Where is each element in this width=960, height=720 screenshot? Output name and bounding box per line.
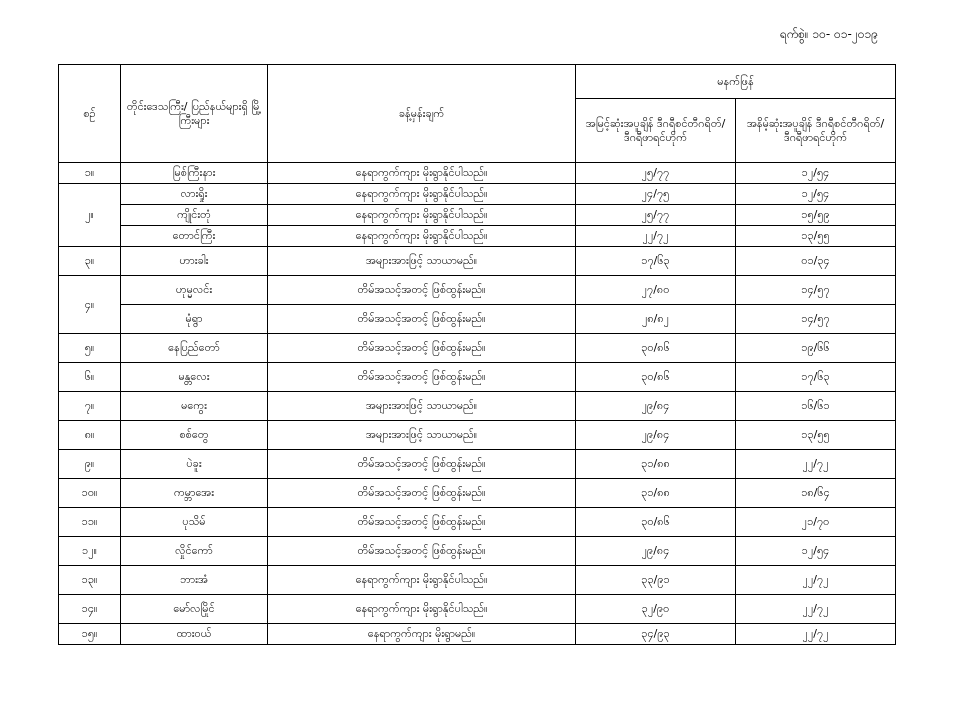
city-cell: မော်လမြိုင် [121,595,268,624]
serial-cell: ၄။ [59,276,121,334]
min-temp-cell: ၁၅/၅၉ [736,205,896,226]
serial-cell: ၁၀။ [59,479,121,508]
table-row [59,508,896,537]
table-row [59,537,896,566]
max-temp-cell: ၂၅/၇၇ [576,205,736,226]
max-temp-cell: ၁၇/၆၃ [576,247,736,276]
table-row [59,305,896,334]
city-cell: လှိုင်ကော် [121,537,268,566]
header-serial: စဉ် [59,65,121,163]
serial-cell: ၆။ [59,363,121,392]
min-temp-cell: ၁၉/၆၆ [736,334,896,363]
table-row [59,566,896,595]
max-temp-cell: ၃၃/၉၁ [576,566,736,595]
city-cell: ပုသိမ် [121,508,268,537]
min-temp-cell: ၁၂/၅၄ [736,184,896,205]
min-temp-cell: ၂၂/၇၂ [736,624,896,645]
header-max-temp: အမြင့်ဆုံးအပူချိန် ဒီဂရီစင်တီဂရိတ်/ ဒီဂရီဖာရင်ဟိုက် [576,99,736,163]
city-cell: မုံရွာ [121,305,268,334]
serial-cell: ၃။ [59,247,121,276]
forecast-cell: နေရာကွက်ကျား မိုးရွာနိုင်ပါသည်။ [268,595,576,624]
city-cell: စစ်တွေ [121,421,268,450]
forecast-cell: နေရာကွက်ကျား မိုးရွာနိုင်ပါသည်။ [268,163,576,184]
serial-cell: ၁၂။ [59,537,121,566]
max-temp-cell: ၃၁/၈၈ [576,479,736,508]
table-row [59,624,896,645]
city-cell: ထားဝယ် [121,624,268,645]
serial-cell: ၁။ [59,163,121,184]
max-temp-cell: ၃၂/၉၀ [576,595,736,624]
table-row [59,479,896,508]
forecast-cell: အများအားဖြင့် သာယာမည်။ [268,392,576,421]
max-temp-cell: ၂၂/၇၂ [576,226,736,247]
table-row [59,276,896,305]
table-row [59,334,896,363]
serial-cell: ၁၄။ [59,595,121,624]
max-temp-cell: ၃၁/၈၈ [576,450,736,479]
min-temp-cell: ၁၄/၅၇ [736,305,896,334]
forecast-cell: နေရာကွက်ကျား မိုးရွာနိုင်ပါသည်။ [268,566,576,595]
forecast-cell: တိမ်အသင့်အတင့် ဖြစ်ထွန်းမည်။ [268,450,576,479]
min-temp-cell: ၁၃/၅၅ [736,421,896,450]
table-row [59,595,896,624]
table-header [59,65,896,163]
min-temp-cell: ၁၇/၆၃ [736,363,896,392]
table-row [59,363,896,392]
city-cell: ကျိုင်းတုံ [121,205,268,226]
max-temp-cell: ၂၉/၈၄ [576,537,736,566]
serial-cell: ၉။ [59,450,121,479]
min-temp-cell: ၁၂/၅၄ [736,537,896,566]
table-row [59,247,896,276]
forecast-table [58,64,896,645]
forecast-cell: တိမ်အသင့်အတင့် ဖြစ်ထွန်းမည်။ [268,479,576,508]
city-cell: တောင်ကြီး [121,226,268,247]
max-temp-cell: ၂၈/၈၂ [576,305,736,334]
header-region: တိုင်းဒေသကြီး/ ပြည်နယ်များရှိ မြို့ကြီးများ [121,65,268,163]
city-cell: ကမ္ဘာအေး [121,479,268,508]
city-cell: ပဲခူး [121,450,268,479]
table-row [59,163,896,184]
city-cell: နေပြည်တော် [121,334,268,363]
max-temp-cell: ၃၀/၈၆ [576,508,736,537]
forecast-cell: တိမ်အသင့်အတင့် ဖြစ်ထွန်းမည်။ [268,305,576,334]
serial-cell: ၂။ [59,184,121,247]
serial-cell: ၁၁။ [59,508,121,537]
city-cell: ဟုမ္မလင်း [121,276,268,305]
city-cell: ဟားခါး [121,247,268,276]
forecast-cell: တိမ်အသင့်အတင့် ဖြစ်ထွန်းမည်။ [268,334,576,363]
header-forecast: ခန့်မှန်းချက် [268,65,576,163]
max-temp-cell: ၃၀/၈၆ [576,334,736,363]
header-min-temp: အနိမ့်ဆုံးအပူချိန် ဒီဂရီစင်တီဂရိတ်/ ဒီဂရီဖာရင်ဟိုက် [736,99,896,163]
max-temp-cell: ၂၉/၈၄ [576,421,736,450]
max-temp-cell: ၃၄/၉၃ [576,624,736,645]
max-temp-cell: ၂၅/၇၇ [576,163,736,184]
min-temp-cell: ၂၂/၇၂ [736,566,896,595]
forecast-cell: တိမ်အသင့်အတင့် ဖြစ်ထွန်းမည်။ [268,363,576,392]
table-row [59,226,896,247]
forecast-cell: နေရာကွက်ကျား မိုးရွာနိုင်ပါသည်။ [268,226,576,247]
forecast-cell: အများအားဖြင့် သာယာမည်။ [268,421,576,450]
forecast-cell: နေရာကွက်ကျား မိုးရွာနိုင်ပါသည်။ [268,205,576,226]
serial-cell: ၁၅။ [59,624,121,645]
city-cell: မန္တလေး [121,363,268,392]
min-temp-cell: ၀၁/၃၄ [736,247,896,276]
table-row [59,205,896,226]
forecast-cell: နေရာကွက်ကျား မိုးရွာနိုင်ပါသည်။ [268,184,576,205]
min-temp-cell: ၁၈/၆၄ [736,479,896,508]
serial-cell: ၅။ [59,334,121,363]
forecast-cell: အများအားဖြင့် သာယာမည်။ [268,247,576,276]
max-temp-cell: ၂၉/၈၄ [576,392,736,421]
min-temp-cell: ၁၂/၅၄ [736,163,896,184]
header-temperature-group: မနက်ဖြန် [576,65,896,99]
city-cell: လားရှိုး [121,184,268,205]
forecast-cell: နေရာကွက်ကျား မိုးရွာမည်။ [268,624,576,645]
table-row [59,421,896,450]
city-cell: မကွေး [121,392,268,421]
forecast-cell: တိမ်အသင့်အတင့် ဖြစ်ထွန်းမည်။ [268,276,576,305]
serial-cell: ၇။ [59,392,121,421]
serial-cell: ၁၃။ [59,566,121,595]
min-temp-cell: ၂၂/၇၂ [736,595,896,624]
serial-cell: ၈။ [59,421,121,450]
forecast-cell: တိမ်အသင့်အတင့် ဖြစ်ထွန်းမည်။ [268,508,576,537]
table-row [59,184,896,205]
min-temp-cell: ၂၂/၇၂ [736,450,896,479]
max-temp-cell: ၂၄/၇၅ [576,184,736,205]
max-temp-cell: ၂၇/၈၀ [576,276,736,305]
min-temp-cell: ၂၁/၇၀ [736,508,896,537]
table-row [59,450,896,479]
min-temp-cell: ၁၃/၅၅ [736,226,896,247]
min-temp-cell: ၁၄/၅၇ [736,276,896,305]
forecast-cell: တိမ်အသင့်အတင့် ဖြစ်ထွန်းမည်။ [268,537,576,566]
min-temp-cell: ၁၆/၆၁ [736,392,896,421]
city-cell: မြစ်ကြီးနား [121,163,268,184]
city-cell: ဘားအံ [121,566,268,595]
date-label: ရက်စွဲ။ ၁၀- ၀၁-၂၀၁၉ [779,27,878,41]
max-temp-cell: ၃၀/၈၆ [576,363,736,392]
table-body [59,163,896,645]
table-row [59,392,896,421]
